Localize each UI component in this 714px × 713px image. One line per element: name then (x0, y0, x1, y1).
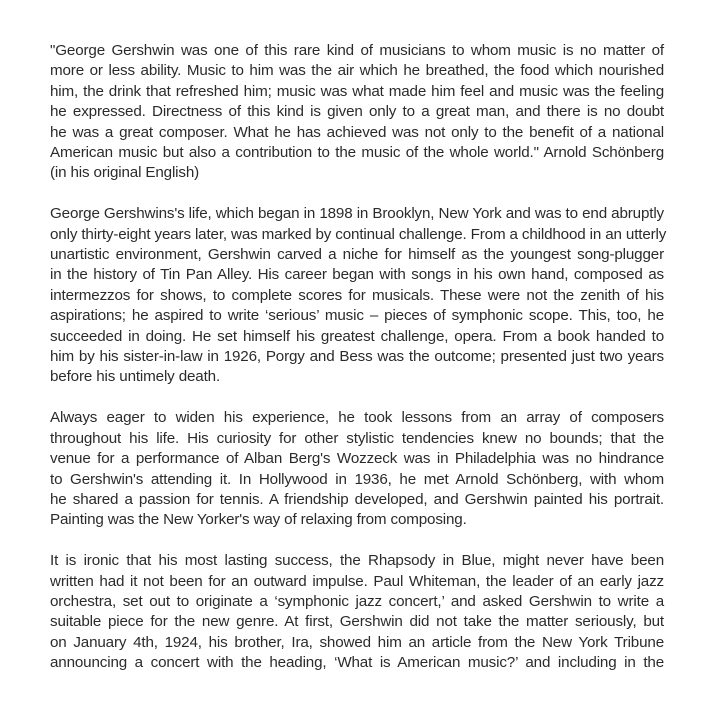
text-line: throughout his life. His curiosity for other stylistic tendencies knew no bounds; that the (50, 429, 664, 447)
text-line: (in his original English) (50, 164, 200, 182)
quote-paragraph (50, 41, 664, 184)
text-line: George Gershwins's life, which began in 1898 in Brooklyn, New York and was to end abruptly (50, 205, 664, 223)
text-line: "George Gershwin was one of this rare kind of musicians to whom music is no matter of (50, 42, 664, 59)
text-line: It is ironic that his most lasting success, the Rhapsody in Blue, might never have been (50, 552, 664, 570)
text-line: succeeded in doing. He set himself his greatest challenge, opera. From a book handed to (50, 327, 664, 345)
text-line: he shared a passion for tennis. A friendship developed, and Gershwin painted his portrait. (50, 490, 664, 508)
text-line: him by his sister-in-law in 1926, Porgy and Bess was the outcome; presented just two years (50, 348, 664, 366)
text-line: written had it not been for an outward impulse. Paul Whiteman, the leader of an early jazz (50, 572, 664, 590)
text-line: he expressed. Directness of this kind is given only to a great man, and there is no doubt (50, 103, 664, 121)
text-line: orchestra, set out to originate a ‘symphonic jazz concert,’ and asked Gershwin to write a (50, 592, 664, 610)
text-line: only thirty-eight years later, was marked by continual challenge. From a childhood in an utterly (50, 225, 667, 243)
document-page (50, 41, 667, 694)
text-line: before his untimely death. (50, 368, 221, 386)
text-line: aspirations; he aspired to write ‘serious’ music – pieces of symphonic scope. This, too, he (50, 307, 664, 325)
text-line: Painting was the New Yorker's way of relaxing from composing. (50, 511, 467, 529)
text-line: announcing a concert with the heading, ‘What is American music?’ and including in the (50, 654, 664, 672)
text-line: venue for a performance of Alban Berg's Wozzeck was in Philadelphia was no hindrance (50, 450, 664, 468)
text-line: in the history of Tin Pan Alley. His career began with songs in his own hand, composed as (50, 266, 664, 284)
biography-paragraph (50, 204, 667, 388)
text-line: on January 4th, 1924, his brother, Ira, showed him an article from the New York Tribune (50, 633, 664, 651)
text-line: he was a great composer. What he has achieved was not only to the benefit of a national (50, 123, 664, 141)
text-line: American music but also a contribution to the music of the whole world." Arnold Schönberg (50, 144, 664, 162)
text-line: to Gershwin's attending it. In Hollywood in 1936, he met Arnold Schönberg, with whom (50, 470, 664, 488)
text-line: suitable piece for the new genre. At first, Gershwin did not take the matter seriously, but (50, 613, 664, 631)
rhapsody-paragraph (50, 551, 664, 673)
experience-paragraph (50, 408, 664, 530)
text-line: Always eager to widen his experience, he took lessons from an array of composers (50, 409, 664, 427)
text-line: more or less ability. Music to him was the air which he breathed, the food which nourished (50, 62, 664, 80)
text-line: unartistic environment, Gershwin carved a niche for himself as the youngest song-plugger (50, 246, 664, 264)
text-line: him, the drink that refreshed him; music was what made him feel and music was the feeling (50, 82, 664, 100)
text-line: intermezzos for shows, to complete scores for musicals. These were not the zenith of his (50, 286, 664, 304)
